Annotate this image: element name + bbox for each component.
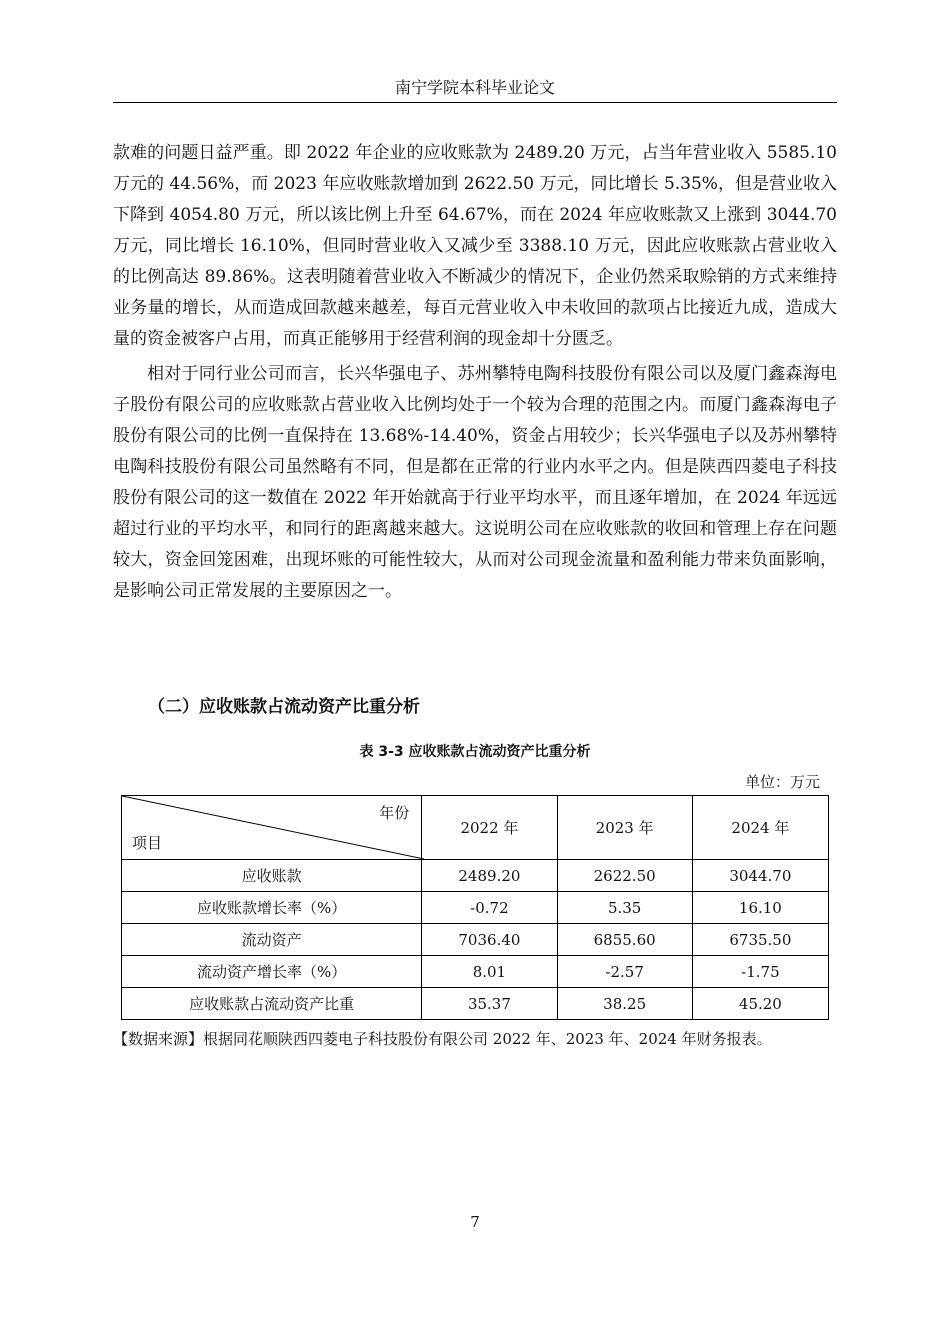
header-item-label: 项目 xyxy=(132,834,163,852)
data-source-note: 【数据来源】根据同花顺陕西四菱电子科技股份有限公司 2022 年、2023 年、2024 年财务报表。 xyxy=(113,1030,772,1048)
row-label: 流动资产 xyxy=(122,924,422,956)
table-unit: 单位：万元 xyxy=(744,773,820,791)
year-header: 2024 年 xyxy=(692,796,828,860)
table-cell: 2489.20 xyxy=(422,860,557,892)
table-caption: 表 3-3 应收账款占流动资产比重分析 xyxy=(359,744,591,760)
paragraph-2: 相对于同行业公司而言，长兴华强电子、苏州攀特电陶科技股份有限公司以及厦门鑫森海电子股份有限公司的应收账款占营业收入比例均处于一个较为合理的范围之内。而厦门鑫森海电子股份有限公司的比例一直保持在 13.68%-14.40%，资金占用较少；长兴华强电子以及苏州攀特电陶科技股份有限公司虽然略有不同，但是都在正常的行业内水平之内。但是陕西四菱电子科技股份有限公司的这一数值在 2022 年开始就高于行业平均水平，而且逐年增加，在 2024 年远远超过行业的平均水平，和同行的距离越来越大。这说明公司在应收账款的收回和管理上存在问题较大，资金回笼困难，出现坏账的可能性较大，从而对公司现金流量和盈利能力带来负面影响，是影响公司正常发展的主要原因之一。 xyxy=(113,364,837,601)
table-cell: 6855.60 xyxy=(557,924,692,956)
table-cell: 2622.50 xyxy=(557,860,692,892)
table-cell: 38.25 xyxy=(557,988,692,1020)
row-label: 流动资产增长率（%） xyxy=(122,956,422,988)
table-cell: 3044.70 xyxy=(692,860,828,892)
table-cell: 5.35 xyxy=(557,892,692,924)
table-row xyxy=(122,988,829,1020)
table-cell: 7036.40 xyxy=(422,924,557,956)
table-cell: -0.72 xyxy=(422,892,557,924)
year-header: 2022 年 xyxy=(422,796,557,860)
row-label: 应收账款 xyxy=(122,860,422,892)
page-header: 南宁学院本科毕业论文 xyxy=(394,78,555,97)
paragraph-1: 款难的问题日益严重。即 2022 年企业的应收账款为 2489.20 万元，占当年营业收入 5585.10 万元的 44.56%，而 2023 年应收账款增加到 2622.50 万元，同比增长 5.35%，但是营业收入下降到 4054.80 万元，所以该比例上升至 64.67%，而在 2024 年应收账款又上涨到 3044.70 万元，同比增长 16.10%，但同时营业收入又减少至 3388.10 万元，因此应收账款占营业收入的比例高达 89.86%。这表明随着营业收入不断减少的情况下，企业仍然采取赊销的方式来维持业务量的增长，从而造成回款越来越差，每百元营业收入中未收回的款项占比接近九成，造成大量的资金被客户占用，而真正能够用于经营利润的现金却十分匮乏。 xyxy=(113,143,837,349)
diagonal-header-cell xyxy=(122,796,422,860)
table-cell: 8.01 xyxy=(422,956,557,988)
header-rule xyxy=(113,102,837,103)
table-header-row xyxy=(122,796,829,860)
section-heading: （二）应收账款占流动资产比重分析 xyxy=(148,697,420,717)
year-header: 2023 年 xyxy=(557,796,692,860)
row-label: 应收账款占流动资产比重 xyxy=(122,988,422,1020)
table-cell: -1.75 xyxy=(692,956,828,988)
table-cell: 35.37 xyxy=(422,988,557,1020)
page-number: 7 xyxy=(470,1213,480,1231)
table-cell: 45.20 xyxy=(692,988,828,1020)
body-text xyxy=(113,138,837,607)
table-cell: 16.10 xyxy=(692,892,828,924)
table-row xyxy=(122,860,829,892)
table-cell: -2.57 xyxy=(557,956,692,988)
row-label: 应收账款增长率（%） xyxy=(122,892,422,924)
table-cell: 6735.50 xyxy=(692,924,828,956)
table-row xyxy=(122,924,829,956)
header-year-label: 年份 xyxy=(379,804,410,822)
data-table xyxy=(121,795,829,1020)
table-row xyxy=(122,892,829,924)
table-row xyxy=(122,956,829,988)
